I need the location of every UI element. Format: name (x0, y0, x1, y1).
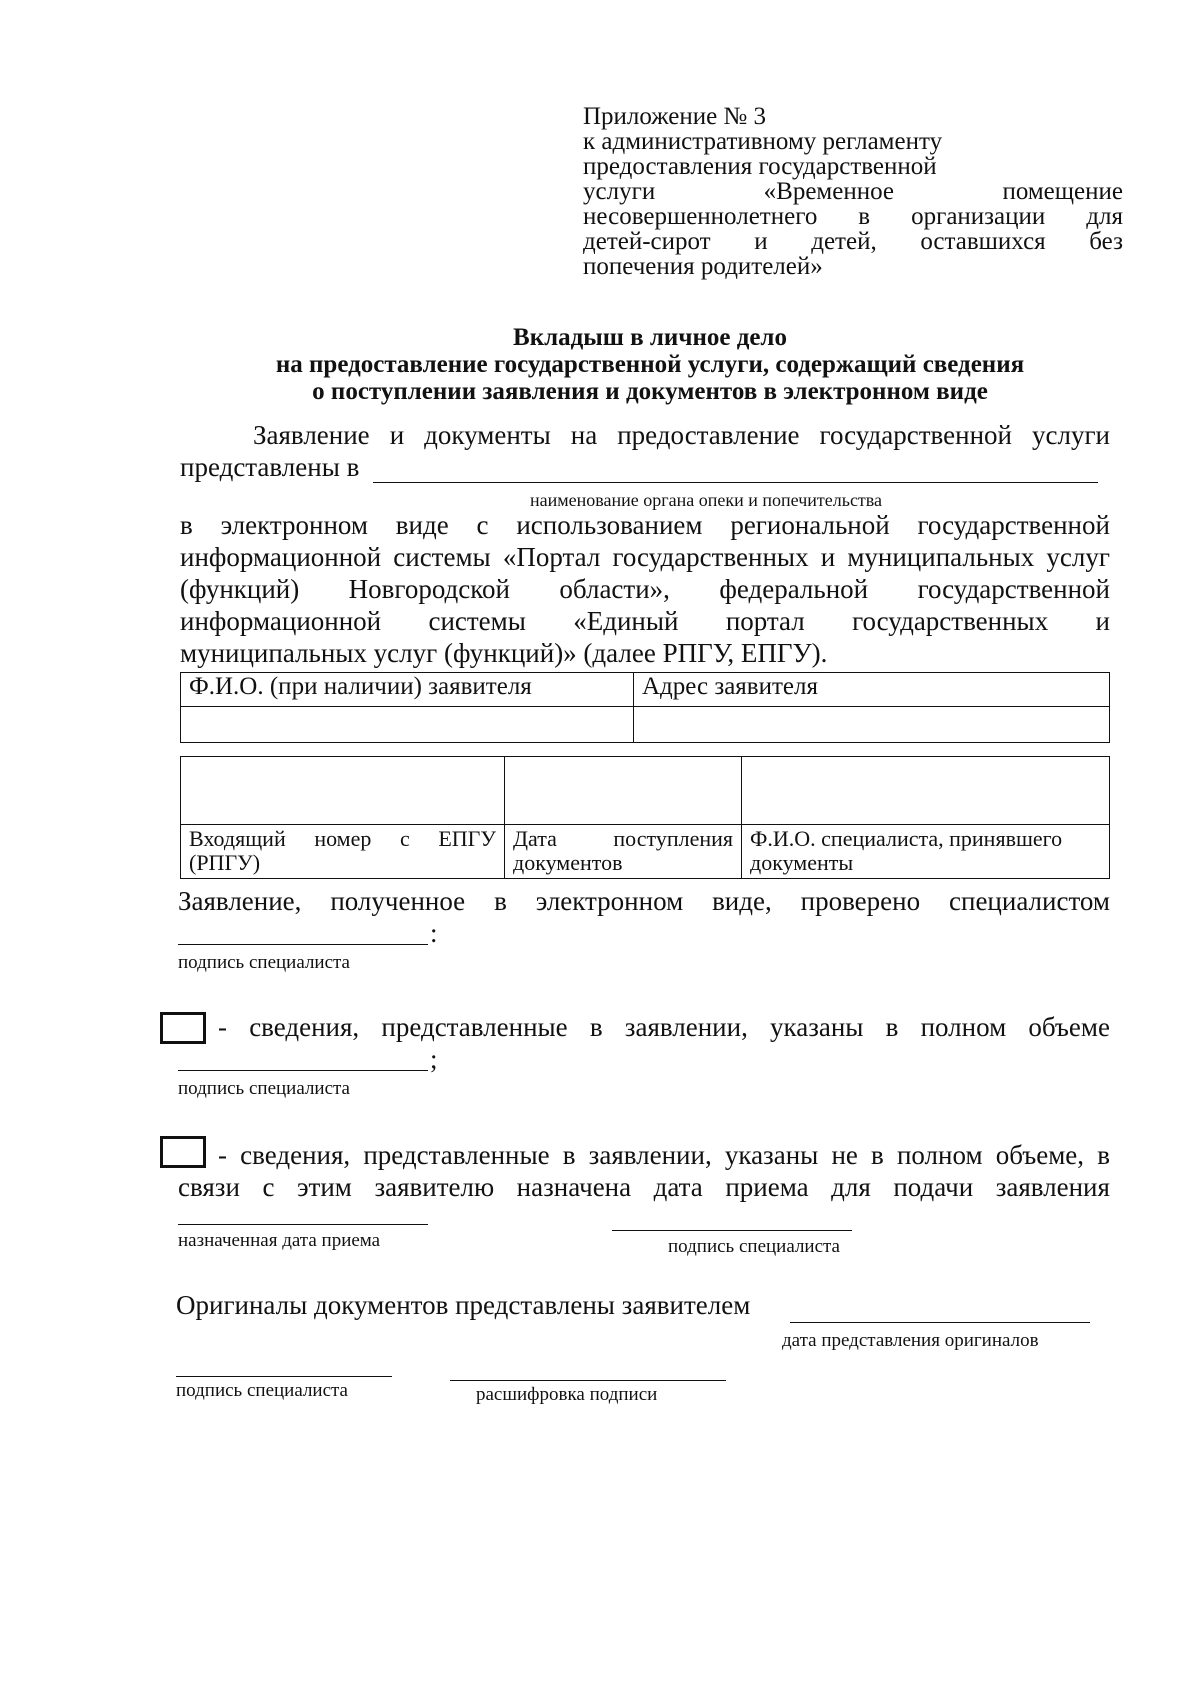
partial-info-word: указаны (724, 1140, 819, 1170)
appointment-date-caption: назначенная дата приема (178, 1230, 381, 1251)
checked-line (178, 886, 1110, 916)
full-info-word: указаны (770, 1012, 864, 1042)
header-word: Входящий (189, 826, 286, 851)
partial-info-word: назначена (516, 1172, 632, 1202)
partial-info-word: не (831, 1140, 858, 1170)
signature-decode-caption: расшифровка подписи (476, 1384, 658, 1405)
intro-line (180, 510, 1110, 540)
checked-word: электронном (535, 886, 684, 916)
intro-word: и (1095, 606, 1110, 636)
applicant-address-cell[interactable] (634, 707, 1110, 743)
checked-word: в (494, 886, 507, 916)
partial-info-word: приема (725, 1172, 809, 1202)
header-line: Ф.И.О. специалиста, принявшего (750, 826, 1063, 851)
partial-info-word: - (218, 1140, 227, 1170)
annex-word: для (1086, 203, 1123, 230)
intro-word: «Портал (502, 542, 601, 572)
receipt-date-cell[interactable] (505, 757, 742, 825)
annex-word: помещение (1002, 178, 1123, 205)
header-line: документов (513, 850, 623, 875)
applicant-address-header: Адрес заявителя (634, 673, 1110, 707)
intro-word: предоставление (617, 420, 800, 450)
header-line: документы (750, 850, 854, 875)
partial-info-word: этим (296, 1172, 352, 1202)
partial-info-line (178, 1172, 1110, 1202)
partial-info-signature-caption: подпись специалиста (668, 1236, 840, 1257)
intro-word: в (180, 510, 193, 540)
annex-number: Приложение № 3 (583, 103, 767, 130)
annex-word: без (1089, 228, 1123, 255)
full-info-line (218, 1012, 1110, 1042)
applicant-table (180, 672, 1110, 743)
partial-info-word: представленные (363, 1140, 550, 1170)
header-line: (РПГУ) (189, 850, 261, 875)
annex-header (583, 104, 1123, 279)
intro-word: федеральной (719, 574, 869, 604)
full-info-word: представленные (381, 1012, 568, 1042)
specialist-name-cell[interactable] (742, 757, 1110, 825)
intro-word: документы (424, 420, 551, 450)
full-info-checkbox[interactable] (160, 1012, 206, 1044)
partial-info-checkbox[interactable] (160, 1136, 206, 1168)
header-word: поступления (613, 826, 733, 851)
incoming-number-cell[interactable] (181, 757, 505, 825)
checked-word: виде, (712, 886, 772, 916)
intro-word: Новгородской (348, 574, 510, 604)
full-info-word: заявлении, (624, 1012, 748, 1042)
partial-info-word: подачи (893, 1172, 974, 1202)
annex-word: оставшихся (920, 228, 1046, 255)
intro-word: государственной (819, 420, 1012, 450)
partial-info-word: в (562, 1140, 576, 1170)
incoming-table (180, 756, 1110, 879)
partial-info-word: сведения, (240, 1140, 351, 1170)
annex-word: «Временное (763, 178, 895, 205)
partial-info-word: в (1097, 1140, 1110, 1170)
intro-word: системы (428, 606, 526, 636)
title-line: Вкладыш в личное дело (513, 324, 787, 351)
intro-word: Заявление (253, 420, 370, 450)
annex-line (583, 179, 1123, 204)
intro-word: государственной (917, 510, 1110, 540)
intro-word: услуги (1032, 420, 1110, 450)
annex-word: организации (911, 203, 1046, 230)
full-info-word: в (885, 1012, 899, 1042)
partial-info-word: объеме, (995, 1140, 1085, 1170)
originals-signature-caption: подпись специалиста (176, 1380, 348, 1401)
applicant-name-cell[interactable] (181, 707, 634, 743)
intro-word: виде (395, 510, 449, 540)
incoming-number-header (181, 825, 505, 879)
full-info-word: объеме (1028, 1012, 1110, 1042)
originals-signature-field[interactable] (176, 1376, 392, 1377)
annex-word: несовершеннолетнего (583, 203, 818, 230)
annex-word: и (754, 228, 768, 255)
checked-colon: : (430, 918, 438, 948)
intro-word: портал (725, 606, 805, 636)
partial-info-word: заявителю (374, 1172, 495, 1202)
partial-info-word: для (831, 1172, 871, 1202)
full-info-word: - (218, 1012, 227, 1042)
specialist-name-header (742, 825, 1110, 879)
header-word: ЕПГУ (438, 826, 496, 851)
full-info-word: сведения, (249, 1012, 360, 1042)
intro-word: и (389, 420, 405, 450)
full-info-word: полном (920, 1012, 1007, 1042)
header-word: Дата (513, 826, 557, 851)
full-info-semicolon: ; (430, 1044, 438, 1074)
org-name-caption: наименование органа опеки и попечительства (530, 490, 883, 510)
intro-word: области», (559, 574, 670, 604)
partial-info-line (218, 1140, 1110, 1170)
partial-info-word: связи (178, 1172, 240, 1202)
originals-text: Оригиналы документов представлены заявителем (176, 1290, 751, 1320)
intro-word: и (820, 542, 836, 572)
intro-word: государственных (612, 542, 809, 572)
partial-info-word: в (871, 1140, 884, 1170)
intro-word: муниципальных (847, 542, 1035, 572)
full-info-signature-caption: подпись специалиста (178, 1078, 350, 1099)
partial-info-word: заявления (995, 1172, 1110, 1202)
intro-word: «Единый (573, 606, 679, 636)
annex-word: детей, (811, 228, 877, 255)
intro-line (180, 574, 1110, 604)
intro-word: (функций) (180, 574, 300, 604)
intro-word: с (476, 510, 489, 540)
appointment-date-field[interactable] (178, 1224, 428, 1225)
org-name-field[interactable] (373, 482, 1098, 483)
partial-info-word: заявлении, (588, 1140, 712, 1170)
annex-line: попечения родителей» (583, 253, 823, 280)
annex-word: услуги (583, 178, 656, 205)
intro-line (180, 542, 1110, 572)
intro-word: системы (393, 542, 491, 572)
full-info-word: в (589, 1012, 603, 1042)
annex-line (583, 229, 1123, 254)
checked-word: полученное (330, 886, 466, 916)
title-line: о поступлении заявления и документов в электронном виде (312, 378, 988, 405)
partial-info-word: полном (896, 1140, 983, 1170)
intro-word: электронном (220, 510, 368, 540)
intro-line (180, 606, 1110, 636)
intro-word: региональной (730, 510, 890, 540)
annex-line: предоставления государственной (583, 153, 937, 180)
signature-decode-field[interactable] (450, 1380, 726, 1381)
checked-word: Заявление, (178, 886, 302, 916)
annex-word: в (858, 203, 871, 230)
intro-line: муниципальных услуг (функций)» (далее РПГУ, ЕПГУ). (180, 638, 828, 668)
partial-info-signature-field[interactable] (612, 1230, 852, 1231)
checked-word: специалистом (949, 886, 1110, 916)
header-word: номер (314, 826, 372, 851)
title-line: на предоставление государственной услуги, содержащий сведения (275, 351, 1025, 378)
checked-signature-field[interactable] (178, 944, 428, 945)
full-info-signature-field[interactable] (178, 1070, 428, 1071)
intro-prefix: представлены в (180, 452, 360, 482)
receipt-date-header (505, 825, 742, 879)
annex-word: детей-сирот (583, 228, 711, 255)
partial-info-word: дата (653, 1172, 703, 1202)
intro-word: на (570, 420, 598, 450)
originals-date-field[interactable] (790, 1322, 1090, 1323)
header-word: с (399, 826, 410, 851)
intro-line (253, 420, 1110, 450)
applicant-name-header: Ф.И.О. (при наличии) заявителя (181, 673, 634, 707)
intro-word: государственной (917, 574, 1110, 604)
annex-line: к административному регламенту (583, 128, 943, 155)
checked-signature-caption: подпись специалиста (178, 952, 350, 973)
document-title (150, 324, 1150, 405)
intro-word: информационной (180, 542, 382, 572)
annex-line (583, 204, 1123, 229)
intro-word: информационной (180, 606, 382, 636)
intro-word: государственных (852, 606, 1049, 636)
checked-word: проверено (800, 886, 921, 916)
intro-word: услуг (1046, 542, 1110, 572)
intro-word: использованием (516, 510, 703, 540)
originals-date-caption: дата представления оригиналов (782, 1330, 1039, 1351)
partial-info-word: с (262, 1172, 275, 1202)
